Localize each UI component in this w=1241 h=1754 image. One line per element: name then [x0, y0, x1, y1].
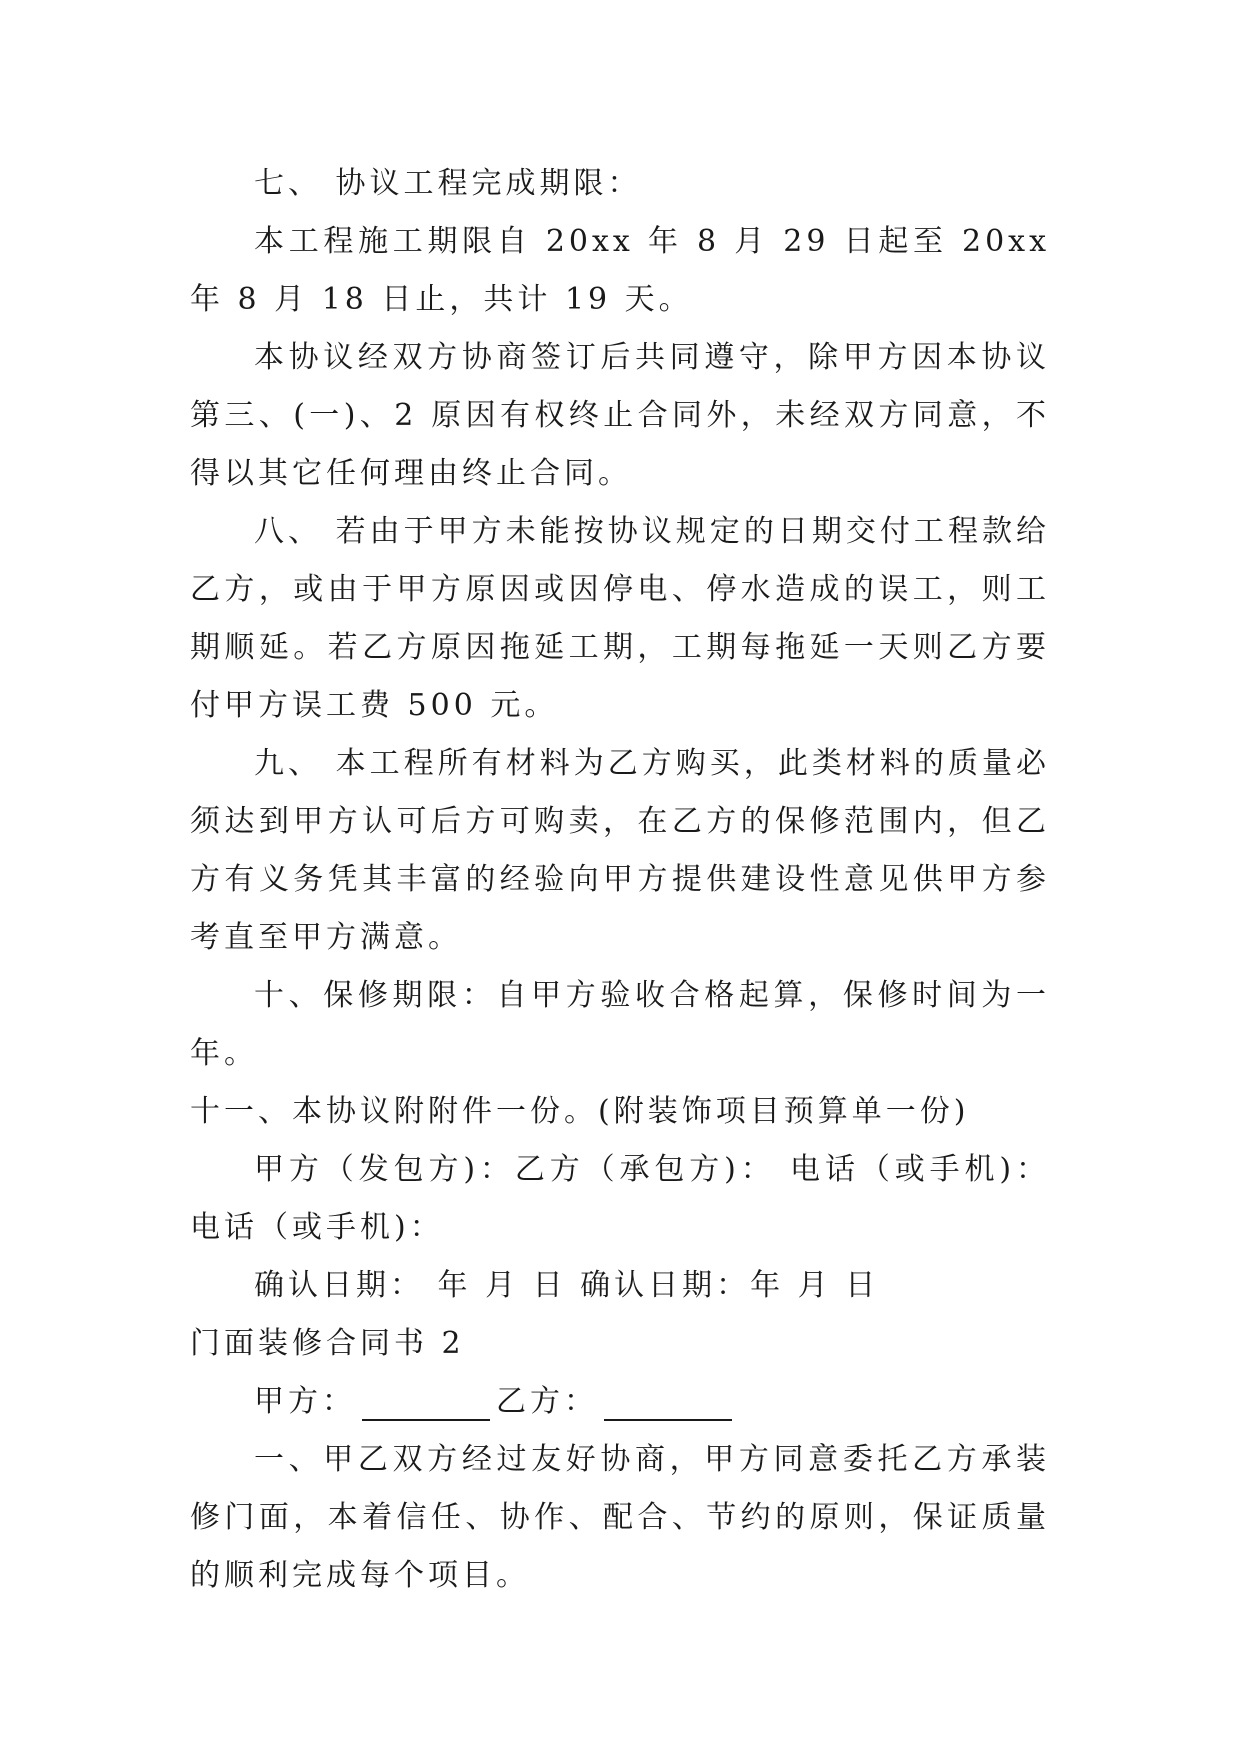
clause-seven-heading: 七、 协议工程完成期限： [254, 166, 642, 201]
party-b-label: 乙方： [496, 1384, 598, 1419]
party-a-label: 甲方： [254, 1384, 356, 1419]
party-a-blank [362, 1383, 490, 1421]
document-body [190, 155, 1050, 1605]
clause-eight-paragraph: 八、 若由于甲方未能按协议规定的日期交付工程款给乙方，或由于甲方原因或因停电、停水造成的误工，则工期顺延。若乙方原因拖延工期，工期每拖延一天则乙方要付甲方误工费 500 元。 [190, 514, 1050, 723]
clause-eleven-paragraph: 十一、本协议附附件一份。(附装饰项目预算单一份) [190, 1094, 970, 1129]
clause-one-paragraph: 一、甲乙双方经过友好协商，甲方同意委托乙方承装修门面，本着信任、协作、配合、节约的原则，保证质量的顺利完成每个项目。 [190, 1442, 1050, 1593]
signature-parties-paragraph: 甲方（发包方)：乙方（承包方)： 电话（或手机)：电话（或手机)： [190, 1152, 1050, 1245]
termination-paragraph: 本协议经双方协商签订后共同遵守，除甲方因本协议第三、(一)、2 原因有权终止合同外，未经双方同意，不得以其它任何理由终止合同。 [190, 340, 1050, 491]
clause-ten-paragraph: 十、保修期限：自甲方验收合格起算，保修时间为一年。 [190, 978, 1050, 1071]
clause-nine-paragraph: 九、 本工程所有材料为乙方购买，此类材料的质量必须达到甲方认可后方可购卖，在乙方的保修范围内，但乙方有义务凭其丰富的经验向甲方提供建设性意见供甲方参考直至甲方满意。 [190, 746, 1050, 955]
confirmation-date-paragraph: 确认日期： 年 月 日 确认日期：年 月 日 [254, 1268, 880, 1303]
contract-title-2: 门面装修合同书 2 [190, 1326, 465, 1361]
parties-line [190, 1373, 1050, 1431]
construction-period-paragraph: 本工程施工期限自 20xx 年 8 月 29 日起至 20xx 年 8 月 18 日止，共计 19 天。 [190, 224, 1050, 317]
party-b-blank [604, 1383, 732, 1421]
